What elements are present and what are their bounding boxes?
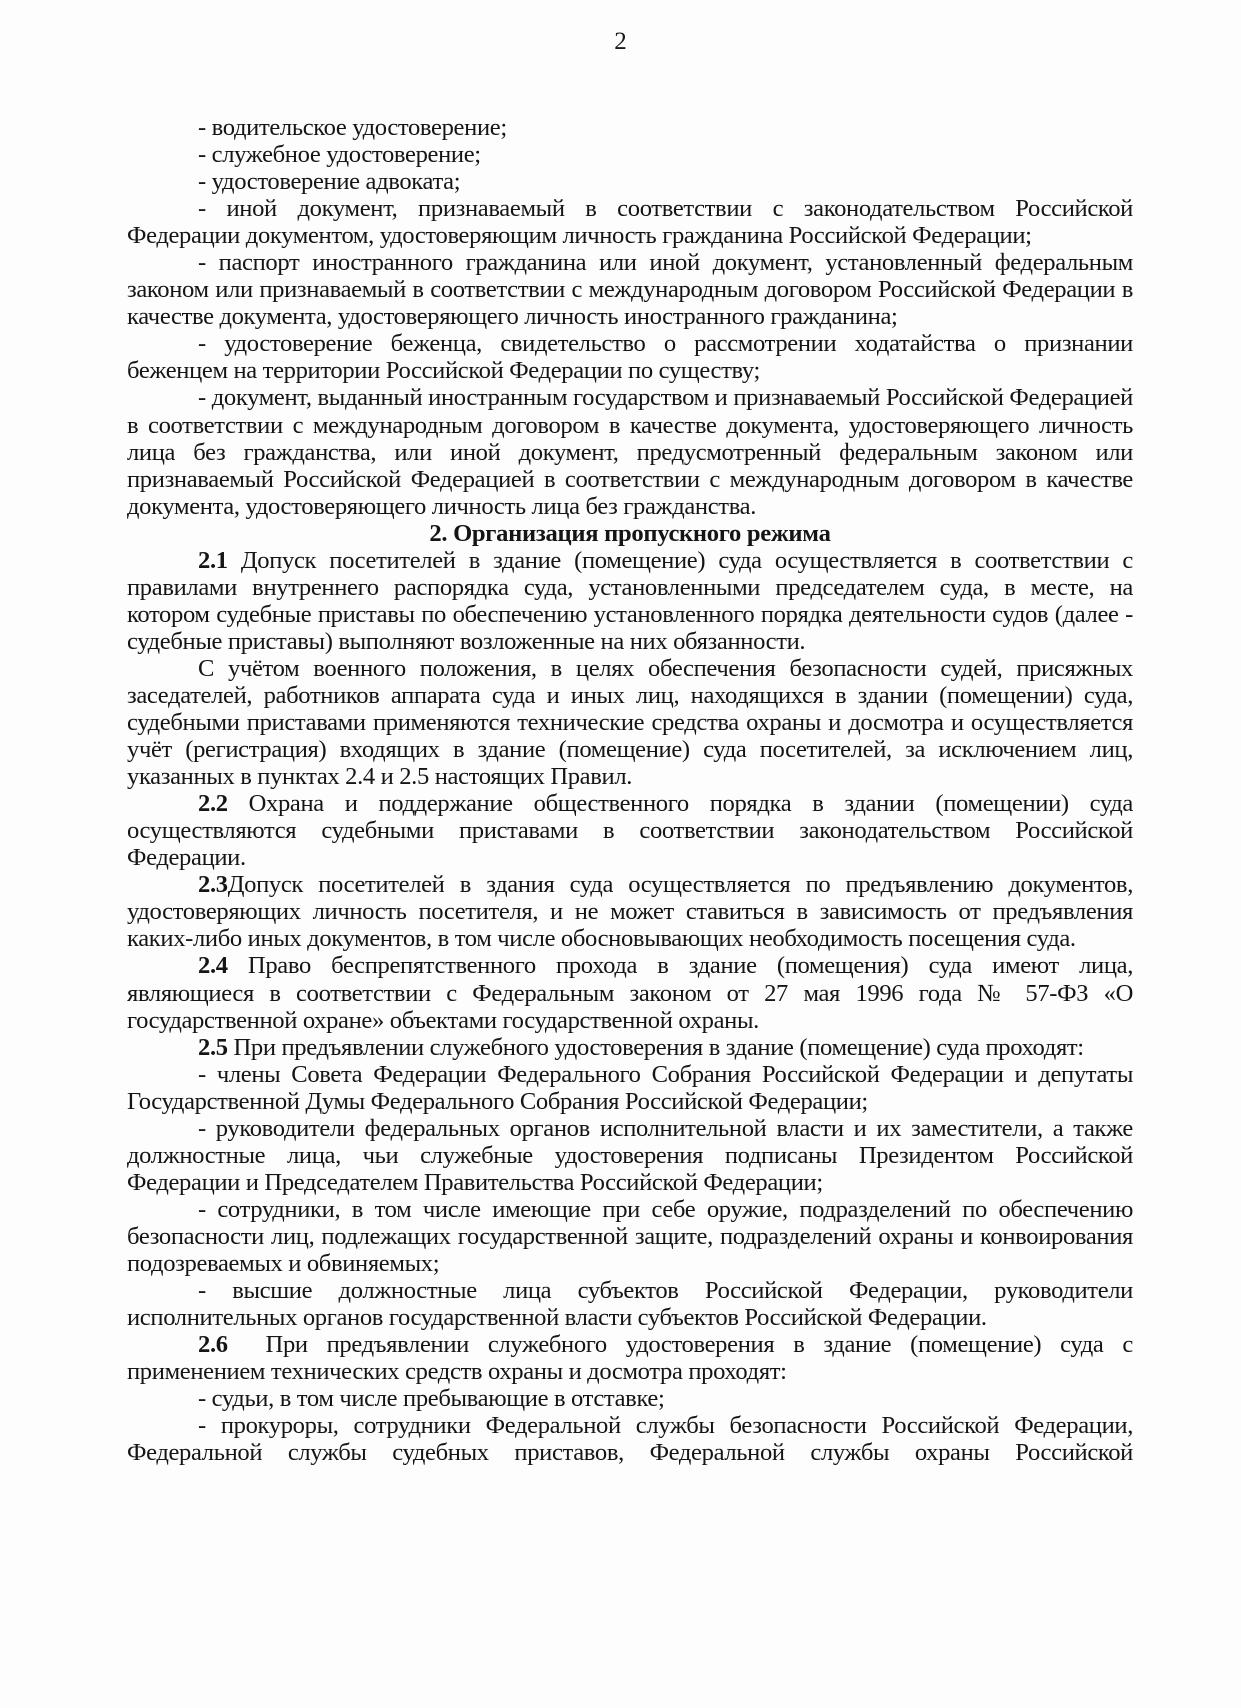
list-item: - судьи, в том числе пребывающие в отставке; [198, 1385, 665, 1413]
clause-number: 2.3 [198, 871, 228, 899]
list-item: - удостоверение адвоката; [198, 168, 461, 196]
paragraph-text: Допуск посетителей в здания суда осуществляется по предъявлению документов, удостоверяющих личность посетителя, и не может ставиться в зависимость от предъявления каких-либо иных документов, в том числе обосновывающих необходимость посещения суда. [127, 871, 1133, 953]
paragraph-2-1 [127, 547, 1133, 655]
paragraph-2-2 [127, 790, 1133, 871]
paragraph-text: Охрана и поддержание общественного порядка в здании (помещении) суда осуществляются судебными приставами в соответствии законодательством Российской Федерации. [127, 790, 1133, 872]
paragraph-text: Право беспрепятственного прохода в здание (помещения) суда имеют лица, являющиеся в соответствии с Федеральным законом от 27 мая 1996 года № 57-ФЗ «О государственной охране» объектами государственной охраны. [127, 952, 1133, 1034]
list-item: - руководители федеральных органов исполнительной власти и их заместители, а также должностные лица, чьи служебные удостоверения подписаны Президентом Российской Федерации и Председателем Правительства Российской Федерации; [127, 1114, 1133, 1196]
paragraph-text: При предъявлении служебного удостоверения в здание (помещение) суда с применением технических средств охраны и досмотра проходят: [127, 1331, 1139, 1386]
list-item: - иной документ, признаваемый в соответствии с законодательством Российской Федерации документом, удостоверяющим личность гражданина Российской Федерации; [127, 195, 1133, 250]
paragraph-text: Допуск посетителей в здание (помещение) суда осуществляется в соответствии с правилами внутреннего распорядка суда, установленными председателем суда, в месте, на котором судебные приставы по обеспечению установленного порядка деятельности судов (далее - судебные приставы) выполняют возложенные на них обязанности. [127, 546, 1133, 655]
section-heading: 2. Организация пропускного режима [429, 519, 831, 547]
list-item: - документ, выданный иностранным государством и признаваемый Российской Федерацией в соответствии с международным договором в качестве документа, удостоверяющего личность лица без гражданства, или иной документ, предусмотренный федеральным законом или признаваемый Российской Федерацией в соответствии с международным договором в качестве документа, удостоверяющего личность лица без гражданства. [127, 384, 1133, 520]
clause-number: 2.5 [198, 1033, 228, 1061]
list-item: - водительское удостоверение; [198, 114, 507, 141]
document-body [127, 114, 1139, 1467]
list-item: - удостоверение беженца, свидетельство о рассмотрении ходатайства о признании беженцем на территории Российской Федерации по существу; [127, 330, 1133, 385]
list-item: - члены Совета Федерации Федерального Собрания Российской Федерации и депутаты Государственной Думы Федерального Собрания Российской Федерации; [127, 1060, 1133, 1115]
list-item: - прокуроры, сотрудники Федеральной службы безопасности Российской Федерации, Федеральной службы судебных приставов, Федеральной службы охраны Российской [127, 1412, 1133, 1467]
paragraph-text: При предъявлении служебного удостоверения в здание (помещение) суда проходят: [227, 1033, 1084, 1061]
paragraph-2-6 [127, 1331, 1139, 1386]
page-number: 2 [614, 28, 627, 55]
paragraph-2-3 [127, 871, 1133, 952]
clause-number: 2.6 [198, 1331, 228, 1359]
list-item: - сотрудники, в том числе имеющие при себе оружие, подразделений по обеспечению безопасности лиц, подлежащих государственной защите, подразделений охраны и конвоирования подозреваемых и обвиняемых; [127, 1195, 1133, 1277]
paragraph-2-4 [127, 952, 1133, 1033]
list-item: - служебное удостоверение; [198, 141, 481, 169]
clause-number: 2.2 [198, 790, 228, 818]
paragraph-2-1-continued: С учётом военного положения, в целях обеспечения безопасности судей, присяжных заседателей, работников аппарата суда и иных лиц, находящихся в здании (помещении) суда, судебными приставами применяются технические средства охраны и досмотра и осуществляется учёт (регистрация) входящих в здание (помещение) суда посетителей, за исключением лиц, указанных в пунктах 2.4 и 2.5 настоящих Правил. [127, 654, 1133, 791]
clause-number: 2.1 [198, 546, 228, 574]
list-item: - высшие должностные лица субъектов Российской Федерации, руководители исполнительных органов государственной власти субъектов Российской Федерации. [127, 1277, 1133, 1332]
list-item: - паспорт иностранного гражданина или иной документ, установленный федеральным законом или признаваемый в соответствии с международным договором Российской Федерации в качестве документа, удостоверяющего личность иностранного гражданина; [127, 249, 1133, 331]
paragraph-2-5 [127, 1034, 1133, 1061]
clause-number: 2.4 [198, 952, 228, 980]
